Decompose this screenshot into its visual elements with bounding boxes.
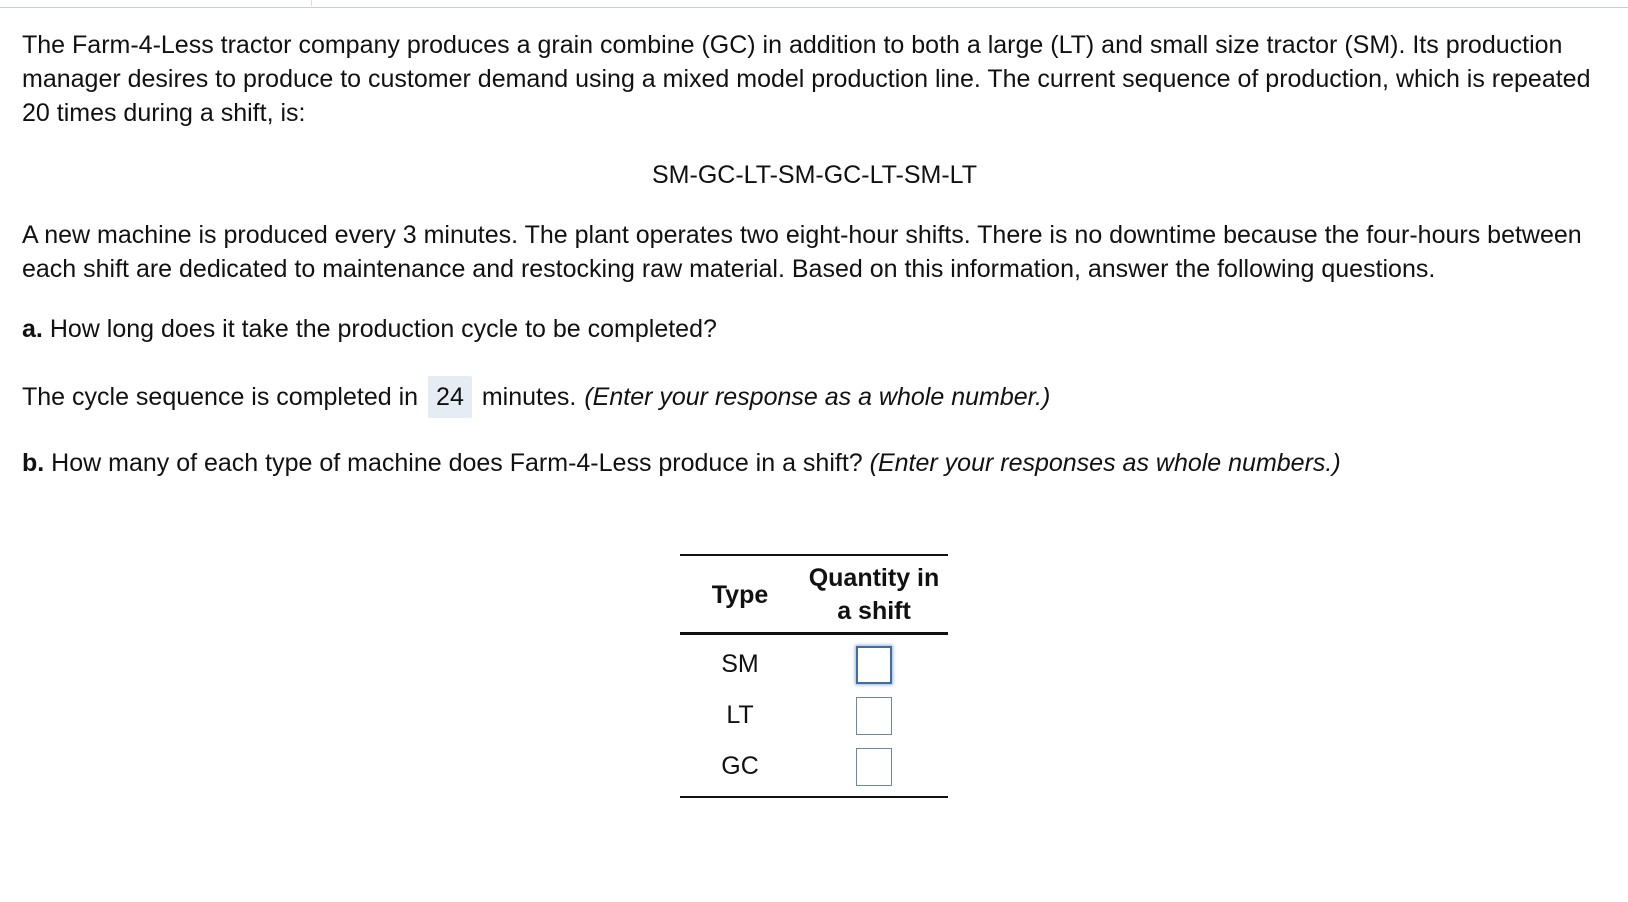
header-quantity-line1: Quantity in (808, 564, 940, 592)
part-a-question-text: How long does it take the production cycle to be completed? (49, 315, 717, 343)
gc-quantity-input[interactable] (856, 748, 892, 786)
part-b-question (22, 446, 1612, 480)
sm-quantity-input[interactable] (856, 646, 892, 684)
table-row (680, 690, 948, 741)
production-sequence: SM-GC-LT-SM-GC-LT-SM-LT (652, 161, 977, 189)
question-content (22, 28, 1612, 480)
header-quantity (800, 555, 948, 634)
lt-quantity-input[interactable] (856, 697, 892, 735)
part-a-answer-prefix: The cycle sequence is completed in (22, 383, 419, 411)
problem-details: A new machine is produced every 3 minutes. The plant operates two eight-hour shifts. There is no downtime because the four-hours between each shift are dedicated to maintenance and restocking raw material. Based on this information, answer the following questions. (22, 221, 1582, 283)
quantity-table (680, 554, 948, 798)
part-a-answer-line (22, 376, 1612, 418)
table-row (680, 741, 948, 797)
top-divider (0, 0, 1628, 8)
part-a-label: a. (22, 315, 43, 343)
row-type-sm: SM (721, 650, 759, 678)
cycle-time-answer[interactable]: 24 (428, 376, 472, 418)
table-row (680, 634, 948, 691)
part-a-answer-suffix: minutes. (481, 383, 577, 411)
part-b-hint: (Enter your responses as whole numbers.) (869, 449, 1341, 477)
row-type-gc: GC (680, 741, 800, 797)
header-quantity-line2: a shift (837, 597, 911, 625)
header-type: Type (680, 555, 800, 634)
part-b-label: b. (22, 449, 45, 477)
row-input-cell-gc (800, 741, 948, 797)
part-a-question (22, 312, 1612, 346)
row-type-lt: LT (726, 701, 754, 729)
problem-intro: The Farm-4-Less tractor company produces a grain combine (GC) in addition to both a large (LT) and small size tractor (SM). Its production manager desires to produce to customer demand using a mixed model production line. The current sequence of production, which is repeated 20 times during a shift, is: (22, 31, 1591, 127)
part-b-question-text: How many of each type of machine does Farm-4-Less produce in a shift? (51, 449, 863, 477)
row-input-cell-sm (800, 634, 948, 691)
top-divider-tick (311, 0, 312, 6)
table-header-row (680, 555, 948, 634)
row-input-cell-lt (800, 690, 948, 741)
part-a-hint: (Enter your response as a whole number.) (584, 383, 1051, 411)
